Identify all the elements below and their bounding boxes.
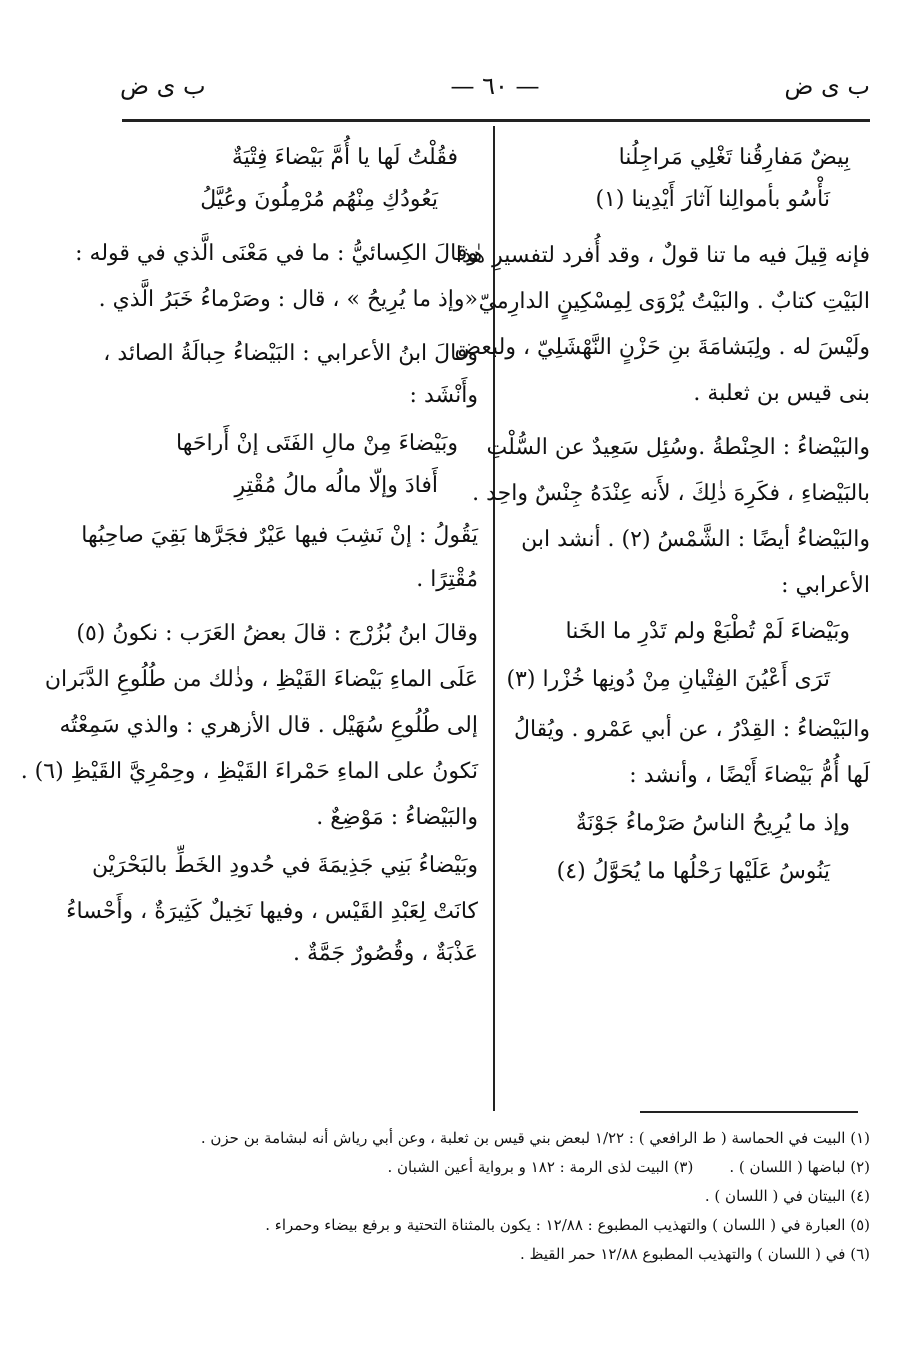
verse-line: نَأْسُو بأموالِنا آثارَ أَيْدِينا (١) xyxy=(595,187,830,212)
text-line: كانَتْ لِعَبْدِ القَيْس ، وفيها نَخِيلٌ كَثِيرَةٌ ، وأَحْساءُ xyxy=(66,899,478,924)
text-line: يَقُولُ : إنْ نَشِبَ فيها عَيْرٌ فجَرَّها بَقِيَ صاحِبُها xyxy=(81,523,478,548)
header-rule xyxy=(122,119,870,122)
text-line: وأَنْشَد : xyxy=(409,383,478,408)
text-line: ولَيْسَ له . ولِبَشامَةَ بنِ حَزْنٍ النَّهْشَلِيّ ، ولبعض xyxy=(454,335,870,360)
footnote-4: (٤) البيتان في ( اللسان ) . xyxy=(704,1187,870,1205)
text-line: عَلَى الماءِ بَيْضاءَ القَيْظِ ، وذٰلك من طُلُوعِ الدَّبَران xyxy=(44,667,478,692)
text-line: فإنه قِيلَ فيه ما تنا قولٌ ، وقد أُفرد لتفسيرِ هٰذا xyxy=(455,243,870,268)
text-line: وقالَ ابنُ الأعرابي : البَيْضاءُ حِبالَةُ الصائد ، xyxy=(103,341,478,366)
text-line: والبَيْضاءُ : القِدْرُ ، عن أبي عَمْرو . ويُقالُ xyxy=(513,717,870,742)
text-line: بنى قيس بن ثعلبة . xyxy=(693,381,870,406)
footnote-1: (١) البيت في الحماسة ( ط الرافعي ) : ١/٢٢ لبعض بني قيس بن ثعلبة ، وعن أبي رياش أنه لبشامة بن حزن . xyxy=(200,1129,870,1147)
verse-line: بِيضٌ مَفارِقُنا تَغْلِي مَراجِلُنا xyxy=(618,145,850,170)
footnote-rule xyxy=(640,1111,858,1113)
footnote-row xyxy=(150,1153,870,1182)
text-line: البَيْتِ كتابٌ . والبَيْتُ يُرْوَى لِمِسْكِينٍ الدارِميّ xyxy=(478,289,870,314)
left-column xyxy=(20,140,478,968)
text-line: نَكونُ على الماءِ حَمْراءَ القَيْظِ ، وحِمْرِيَّ القَيْظِ (٦) . xyxy=(20,759,478,784)
footnote-2: (٢) لباضها ( اللسان ) . xyxy=(729,1158,870,1176)
verse-line: وبَيْضاءَ لَمْ تُطْبَعْ ولم تَدْرِ ما الخَنا xyxy=(565,619,850,644)
header-root-left: ب ى ض xyxy=(120,72,206,100)
text-line: وبَيْضاءُ بَنِي جَذِيمَةَ في حُدودِ الخَطِّ بالبَحْرَيْن xyxy=(91,853,478,878)
text-line: والبَيْضاءُ : مَوْضِعٌ . xyxy=(316,805,478,830)
verse-line: يَعُودُكِ مِنْهُم مُرْمِلُونَ وعُيَّلُ xyxy=(200,187,438,212)
text-line: وقالَ الكِسائيُّ : ما في مَعْنَى الَّذي في قوله : xyxy=(75,241,478,266)
verse-line: أَفادَ وإلّا مالُه مالُ مُقْتِرِ xyxy=(234,473,438,498)
text-line: والبَيْضاءُ أيضًا : الشَّمْسُ (٢) . أنشد ابن xyxy=(521,527,870,552)
text-line: الأعرابي : xyxy=(781,573,870,598)
footnote-3: (٣) البيت لذى الرمة : ١٨٢ و برواية أعين الشبان . xyxy=(387,1158,694,1176)
page-number: — ٦٠ — xyxy=(450,72,540,100)
text-line: عَذْبَةٌ ، وقُصُورٌ جَمَّةٌ . xyxy=(293,941,478,966)
text-line: لَها أُمُّ بَيْضاءَ أَيْضًا ، وأنشد : xyxy=(629,763,870,788)
verse-line: فقُلْتُ لَها يا أُمَّ بَيْضاءَ فِتْيَةٌ xyxy=(231,145,458,170)
header-root-right: ب ى ض xyxy=(784,72,870,100)
text-line: بالبَيْضاءِ ، فكَرِهَ ذٰلِكَ ، لأَنه عِنْدَهُ جِنْسٌ واحِد . xyxy=(472,481,870,506)
right-column xyxy=(454,140,870,886)
text-line: إلى طُلُوعِ سُهَيْل . قال الأزهري : والذي سَمِعْتُه xyxy=(59,713,478,738)
verse-line: وإذ ما يُرِيحُ الناسُ صَرْماءُ جَوْنَةٌ xyxy=(575,811,850,836)
footnotes xyxy=(150,1124,870,1269)
text-line: وقالَ ابنُ بُزُرْج : قالَ بعضُ العَرَب : نكونُ (٥) xyxy=(76,621,478,646)
footnote-5: (٥) العبارة في ( اللسان ) والتهذيب المطبوع : ١٢/٨٨ : يكون بالمثناة التحتية و برفع بيضاء وحمراء . xyxy=(265,1216,870,1234)
text-line: «وإذ ما يُرِيحُ » ، قال : وصَرْماءُ خَبَرُ الَّذي . xyxy=(98,287,478,312)
verse-line: تَرَى أَعْيُنَ الفِتْيانِ مِنْ دُونِها خُزْرا (٣) xyxy=(506,667,830,692)
verse-line: وبَيْضاءَ مِنْ مالِ الفَتَى إنْ أَراحَها xyxy=(176,431,458,456)
column-divider xyxy=(493,126,495,1111)
text-line: والبَيْضاءُ : الحِنْطةُ .وسُئِل سَعِيدٌ عن السُّلْتِ xyxy=(486,435,870,460)
verse-line: يَنُوسُ عَلَيْها رَحْلُها ما يُحَوَّلُ (٤) xyxy=(556,859,830,884)
page-header xyxy=(120,72,870,112)
text-line: مُقْتِرًا . xyxy=(416,567,478,592)
footnote-6: (٦) في ( اللسان ) والتهذيب المطبوع ١٢/٨٨ حمر القيظ . xyxy=(519,1245,870,1263)
